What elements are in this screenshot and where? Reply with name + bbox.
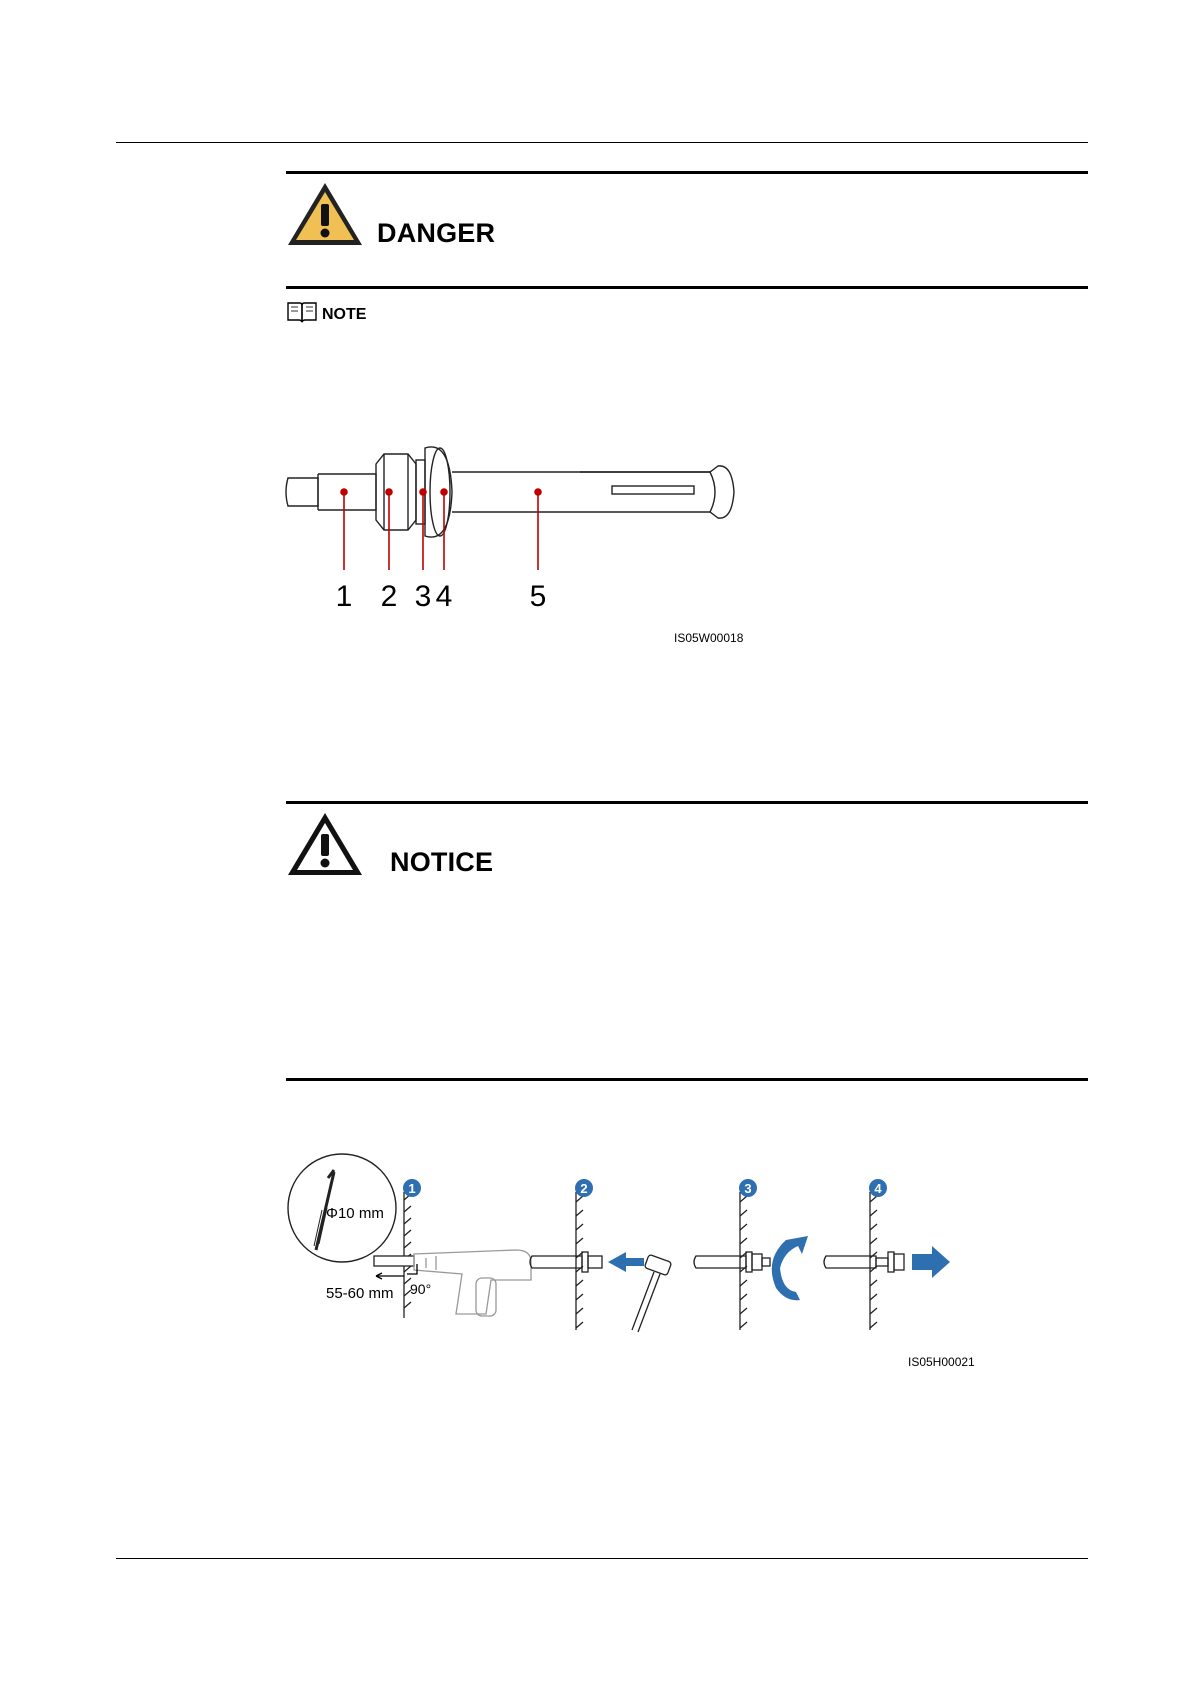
notice-bottom-rule [286, 1078, 1088, 1081]
angle-label: 90° [410, 1281, 432, 1297]
expansion-bolt-figure [280, 430, 760, 650]
step-badge-1 [403, 1179, 421, 1197]
callout-3: 3 [414, 580, 432, 613]
depth-label: 55-60 mm [326, 1285, 394, 1302]
book-icon [286, 300, 318, 324]
step-badge-4 [869, 1179, 887, 1197]
step-badge-3 [739, 1179, 757, 1197]
step-4-label: 4 [874, 1181, 882, 1196]
footer-rule-left [116, 1558, 406, 1559]
callout-4: 4 [435, 580, 453, 613]
step-1-label: 1 [408, 1181, 416, 1196]
danger-bottom-rule [286, 286, 1088, 289]
step-2-label: 2 [580, 1181, 588, 1196]
warning-triangle-icon [286, 180, 364, 248]
callout-2: 2 [380, 580, 398, 613]
figure2-code: IS05H00021 [908, 1355, 975, 1369]
header-rule [116, 142, 1088, 143]
danger-label: DANGER [377, 218, 496, 248]
installation-steps-figure [286, 1150, 986, 1375]
danger-top-rule [286, 171, 1088, 174]
notice-top-rule [286, 801, 1088, 804]
callout-1: 1 [335, 580, 353, 613]
step-3-label: 3 [744, 1181, 752, 1196]
step-badge-2 [575, 1179, 593, 1197]
warning-triangle-icon [286, 810, 364, 878]
figure1-code: IS05W00018 [674, 631, 744, 645]
notice-label: NOTICE [390, 847, 494, 877]
drill-bit-label: Φ10 mm [326, 1205, 384, 1222]
callout-5: 5 [529, 580, 547, 613]
note-label: NOTE [322, 306, 367, 323]
footer-rule-right [406, 1558, 1088, 1559]
